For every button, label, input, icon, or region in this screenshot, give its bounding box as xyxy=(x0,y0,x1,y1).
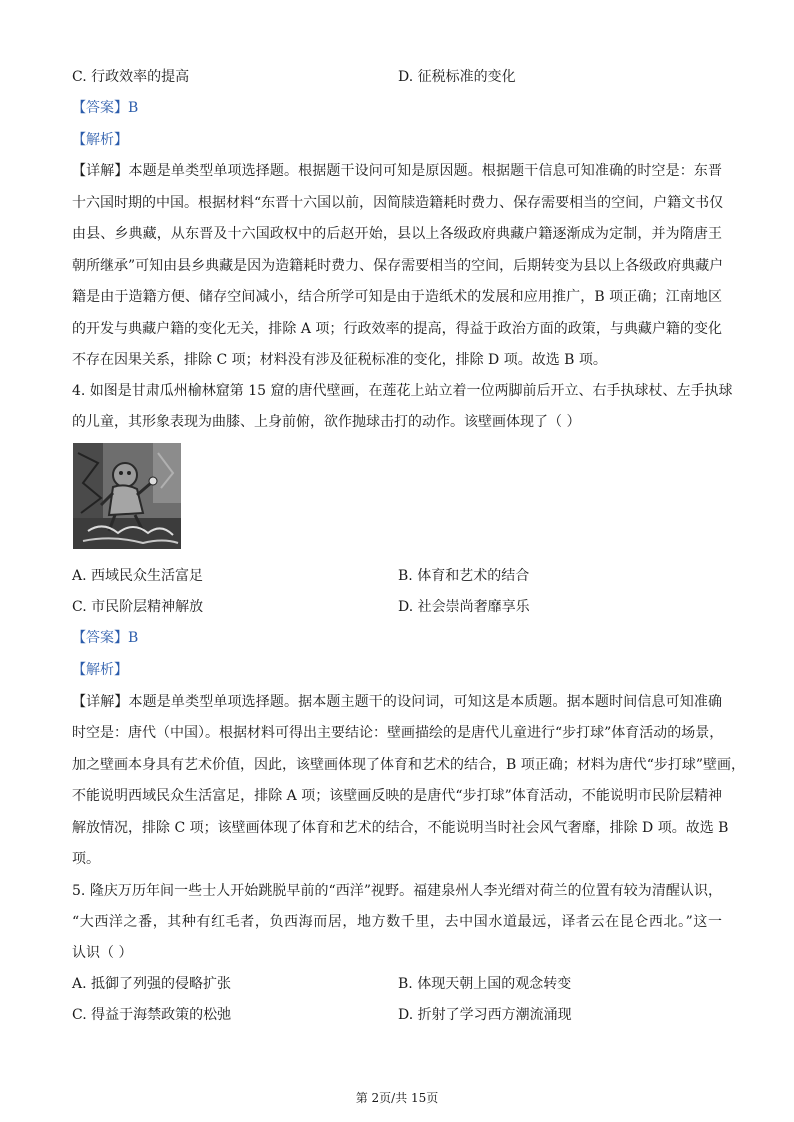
mural-figure-drawing xyxy=(73,443,181,549)
q3-option-d: D. 征税标准的变化 xyxy=(398,69,516,85)
page-footer: 第 2页/共 15页 xyxy=(355,1091,439,1105)
q4-analysis-label: 【解析】 xyxy=(72,662,128,678)
q4-option-d: D. 社会崇尚奢靡享乐 xyxy=(398,599,530,615)
q4-option-b: B. 体育和艺术的结合 xyxy=(398,568,530,584)
q3-detail-line: 籍是由于造籍方便、储存空间减小，结合所学可知是由于造纸术的发展和应用推广，B 项正确；江南地区 xyxy=(72,289,722,305)
q4-detail-line: 项。 xyxy=(72,851,100,867)
q5-option-c: C. 得益于海禁政策的松弛 xyxy=(72,1007,232,1023)
mural-image xyxy=(73,443,181,549)
q5-option-b: B. 体现天朝上国的观念转变 xyxy=(398,976,572,992)
q4-answer: 【答案】B xyxy=(72,630,139,646)
q3-analysis-label: 【解析】 xyxy=(72,132,128,148)
q3-detail-line: 不存在因果关系，排除 C 项；材料没有涉及征税标准的变化，排除 D 项。故选 B 项。 xyxy=(72,352,607,368)
q4-detail-line: 解放情况，排除 C 项；该壁画体现了体育和艺术的结合，不能说明当时社会风气奢靡，排除 D 项。故选 B xyxy=(72,820,729,836)
q3-detail-line: 的开发与典藏户籍的变化无关，排除 A 项；行政效率的提高，得益于政治方面的政策，与典藏户籍的变化 xyxy=(72,321,722,337)
q3-detail-line: 十六国时期的中国。根据材料“东晋十六国以前，因简牍造籍耗时费力、保存需要相当的空间，户籍文书仅 xyxy=(72,195,724,211)
q4-detail-line: 加之壁画本身具有艺术价值，因此，该壁画体现了体育和艺术的结合，B 项正确；材料为唐代“步打球”壁画， xyxy=(72,757,746,773)
q5-stem-line: “大西洋之番，其种有红毛者，负西海而居，地方数千里，去中国水道最远，译者云在昆仑西北。”这一 xyxy=(72,914,722,930)
q4-option-c: C. 市民阶层精神解放 xyxy=(72,599,204,615)
q4-option-a: A. 西域民众生活富足 xyxy=(72,568,204,584)
q4-stem-line: 的儿童，其形象表现为曲膝、上身前俯，欲作抛球击打的动作。该壁画体现了（ ） xyxy=(72,414,581,430)
q3-option-c: C. 行政效率的提高 xyxy=(72,69,190,85)
q3-detail-line: 由县、乡典藏，从东晋及十六国政权中的后赵开始，县以上各级政府典藏户籍逐渐成为定制，并为隋唐王 xyxy=(72,226,722,242)
q5-stem-line: 5. 隆庆万历年间一些士人开始跳脱早前的“西洋”视野。福建泉州人李光缙对荷兰的位置有较为清醒认识， xyxy=(72,883,722,899)
q4-detail-line: 不能说明西域民众生活富足，排除 A 项；该壁画反映的是唐代“步打球”体育活动，不能说明市民阶层精神 xyxy=(72,788,722,804)
q3-detail-line: 朝所继承”可知由县乡典藏是因为造籍耗时费力、保存需要相当的空间，后期转变为县以上各级政府典藏户 xyxy=(72,258,724,274)
q5-option-a: A. 抵御了列强的侵略扩张 xyxy=(72,976,232,992)
q4-stem-line: 4. 如图是甘肃瓜州榆林窟第 15 窟的唐代壁画，在莲花上站立着一位两脚前后开立、右手执球杖、左手执球 xyxy=(72,383,733,399)
q4-detail-line: 时空是：唐代（中国）。根据材料可得出主要结论：壁画描绘的是唐代儿童进行“步打球”体育活动的场景， xyxy=(72,725,724,741)
q5-stem-line: 认识（ ） xyxy=(72,945,133,961)
q3-detail-line: 【详解】本题是单类型单项选择题。根据题干设问可知是原因题。根据题干信息可知准确的时空是：东晋 xyxy=(72,163,722,179)
q5-option-d: D. 折射了学习西方潮流涌现 xyxy=(398,1007,572,1023)
q4-detail-line: 【详解】本题是单类型单项选择题。据本题主题干的设问词，可知这是本质题。据本题时间信息可知准确 xyxy=(72,694,722,710)
q3-answer: 【答案】B xyxy=(72,100,139,116)
